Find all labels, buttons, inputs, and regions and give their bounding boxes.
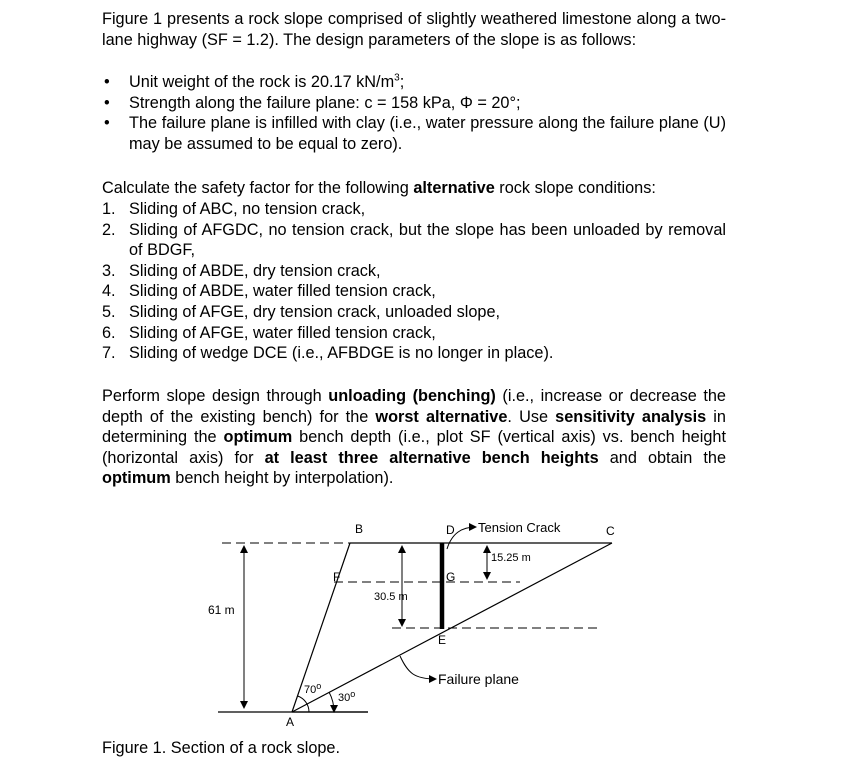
alternative-item (102, 323, 726, 344)
design-paragraph (102, 386, 726, 489)
item-text: Sliding of ABDE, dry tension crack, (129, 261, 381, 280)
point-label-a: A (286, 715, 295, 729)
calc-intro-suffix: rock slope conditions: (494, 179, 656, 197)
parameter-item (102, 113, 726, 154)
item-number: 7. (102, 344, 116, 363)
parameter-text: Strength along the failure plane: c = 158 kPa, Φ = 20°; (129, 93, 521, 112)
point-label-b: B (355, 522, 364, 536)
parameter-text: Unit weight of the rock is 20.17 kN/m (129, 73, 395, 91)
alternative-item (102, 281, 726, 302)
angle-plane-label: 30$^o$ (338, 689, 356, 704)
item-number: 5. (102, 302, 116, 321)
intro-text: Figure 1 presents a rock slope comprised of slightly weathered limestone along a two-lane highway (SF = 1.2). The design parameters of the slope is as follows: (102, 10, 726, 49)
parameter-item (102, 93, 726, 114)
point-label-c: C (606, 524, 615, 538)
item-text: Sliding of AFGDC, no tension crack, but the slope has been unloaded by removal of BDGF, (129, 220, 726, 260)
item-text: Sliding of wedge DCE (i.e., AFBDGE is no longer in place). (129, 344, 554, 363)
parameter-text: The failure plane is infilled with clay (i.e., water pressure along the failure plane (U) may be assumed to be equal to zero). (129, 114, 726, 153)
point-label-d: D (446, 523, 455, 537)
face-angle-arc (298, 696, 309, 712)
item-text: Sliding of AFGE, water filled tension crack, (129, 323, 436, 342)
calc-intro (102, 178, 726, 199)
crack-depth-label: 15.25 m (491, 552, 531, 564)
alternative-item (102, 261, 726, 282)
tension-crack-label: Tension Crack (478, 520, 561, 535)
bullet-symbol: • (104, 93, 110, 112)
item-text: Sliding of ABDE, water filled tension crack, (129, 282, 436, 301)
calc-intro-text: Calculate the safety factor for the following (102, 179, 414, 197)
item-number: 3. (102, 261, 116, 280)
design-text: (i.e., increase or decrease the depth of the existing bench) for the (102, 387, 726, 426)
item-number: 2. (102, 220, 116, 239)
item-number: 1. (102, 200, 116, 218)
bullet-symbol: • (104, 114, 110, 133)
item-text: Sliding of AFGE, dry tension crack, unloaded slope, (129, 302, 501, 321)
design-text: . Use (507, 407, 556, 426)
parameter-suffix: ; (399, 73, 405, 91)
alternatives-list (102, 199, 726, 364)
design-bold: optimum (223, 428, 293, 447)
item-number: 6. (102, 323, 116, 342)
point-label-g: G (446, 570, 456, 584)
design-text: bench height by interpolation). (170, 469, 394, 488)
design-text: in determining the (102, 407, 726, 447)
rock-slope-figure (200, 515, 620, 735)
failure-plane-label: Failure plane (438, 671, 519, 687)
design-bold: optimum (102, 469, 171, 488)
design-text: bench depth (i.e., plot SF (vertical axis) vs. bench height (horizontal axis) for (102, 428, 726, 467)
design-text: Perform slope design through (102, 387, 329, 405)
height-bench-label: 30.5 m (374, 591, 408, 603)
parameter-item (102, 72, 726, 93)
alternative-item (102, 302, 726, 323)
intro-paragraph (102, 9, 726, 50)
design-text: and obtain the (598, 448, 727, 467)
item-number: 4. (102, 282, 116, 301)
plane-angle-arc (329, 692, 334, 712)
parameter-list (102, 72, 726, 154)
design-bold: at least three alternative bench heights (264, 448, 599, 467)
calc-intro-bold: alternative (413, 179, 495, 197)
alternative-item (102, 220, 726, 261)
alternative-item (102, 199, 726, 220)
design-bold: worst alternative (375, 407, 508, 426)
height-total-label: 61 m (208, 603, 235, 617)
failure-plane-arrow (400, 656, 436, 679)
item-text: Sliding of ABC, no tension crack, (129, 200, 366, 218)
alternative-item (102, 343, 726, 364)
superscript: 3 (394, 72, 400, 84)
design-bold: unloading (benching) (328, 387, 496, 405)
bullet-symbol: • (104, 73, 110, 91)
design-bold: sensitivity analysis (555, 407, 707, 426)
point-label-e: E (438, 633, 447, 647)
angle-face-label: 70$^o$ (304, 681, 322, 696)
point-label-f: F (333, 570, 341, 584)
figure-caption: Figure 1. Section of a rock slope. (102, 739, 341, 757)
